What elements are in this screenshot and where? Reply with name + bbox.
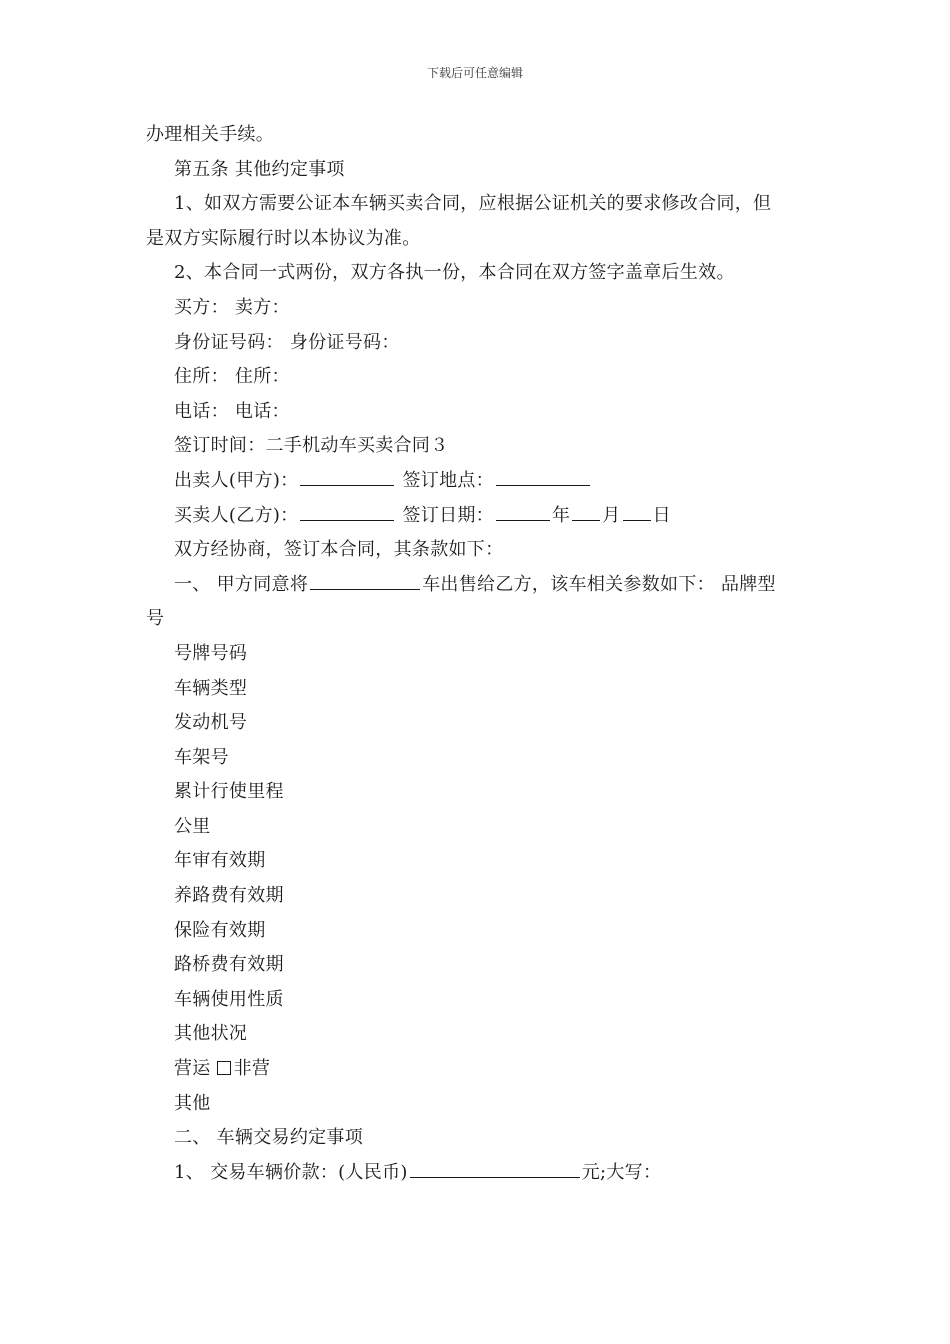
text-line: 双方经协商，签订本合同，其条款如下： [174, 539, 504, 561]
seller-blank[interactable] [300, 484, 394, 486]
text-line: 办理相关手续。 [146, 124, 275, 145]
usage-non-operating-label: 非营 [233, 1058, 271, 1080]
param-item: 年审有效期 [174, 850, 266, 872]
text-line: 电话： 电话： [174, 400, 290, 422]
price-line [146, 1156, 810, 1191]
text-line: 1、如双方需要公证本车辆买卖合同，应根据公证机关的要求修改合同，但 [174, 193, 772, 215]
param-item: 车辆类型 [174, 677, 248, 699]
usage-operating-label: 营运 [174, 1058, 211, 1080]
param-item: 其他状况 [174, 1023, 248, 1045]
year-label: 年 [551, 504, 571, 526]
param-item: 累计行使里程 [174, 781, 284, 803]
usage-line [146, 1052, 810, 1087]
buyer-line [146, 499, 810, 534]
text-line: 住所： 住所： [174, 366, 290, 388]
param-item: 车辆使用性质 [174, 988, 284, 1010]
sign-place-blank[interactable] [496, 484, 590, 486]
param-item: 发动机号 [174, 712, 248, 734]
sign-date-label: 签订日期： [402, 504, 494, 526]
text-line: 2、本合同一式两份，双方各执一份，本合同在双方签字盖章后生效。 [174, 262, 735, 284]
document-body [146, 118, 810, 1190]
text-line: 买方： 卖方： [174, 296, 290, 318]
text-line: 身份证号码： 身份证号码： [174, 331, 400, 353]
non-operating-checkbox[interactable] [217, 1061, 231, 1075]
price-blank[interactable] [410, 1176, 580, 1178]
param-item: 保险有效期 [174, 919, 266, 941]
param-item: 车架号 [174, 746, 229, 768]
page-header: 下载后可任意编辑 [426, 66, 523, 80]
param-item: 公里 [174, 815, 211, 837]
clause-one-line [146, 568, 810, 603]
section-heading: 二、 车辆交易约定事项 [174, 1127, 364, 1149]
price-label: 1、 交易车辆价款：(人民币) [174, 1161, 408, 1183]
text-line: 签订时间：二手机动车买卖合同３ [174, 435, 449, 457]
param-item: 其他 [174, 1092, 211, 1114]
seller-label: 出卖人(甲方)： [174, 469, 299, 491]
param-item: 养路费有效期 [174, 885, 284, 907]
day-label: 日 [652, 504, 671, 526]
buyer-label: 买卖人(乙方)： [174, 504, 299, 526]
price-capital-label: 元;大写： [581, 1161, 662, 1183]
sign-place-label: 签订地点： [402, 469, 494, 491]
clause-one-text: 一、 甲方同意将 [174, 573, 309, 595]
param-item: 号牌号码 [174, 642, 248, 664]
day-blank[interactable] [623, 519, 651, 521]
section-heading: 第五条 其他约定事项 [174, 158, 345, 180]
text-line: 号 [146, 608, 165, 630]
seller-line [146, 464, 810, 499]
month-blank[interactable] [572, 519, 600, 521]
param-item: 路桥费有效期 [174, 954, 284, 976]
clause-one-text-cont: 车出售给乙方，该车相关参数如下： 品牌型 [422, 573, 776, 595]
buyer-blank[interactable] [300, 519, 394, 521]
year-blank[interactable] [496, 519, 550, 521]
text-line: 是双方实际履行时以本协议为准。 [146, 227, 421, 249]
month-label: 月 [602, 504, 621, 526]
vehicle-blank[interactable] [310, 588, 420, 590]
